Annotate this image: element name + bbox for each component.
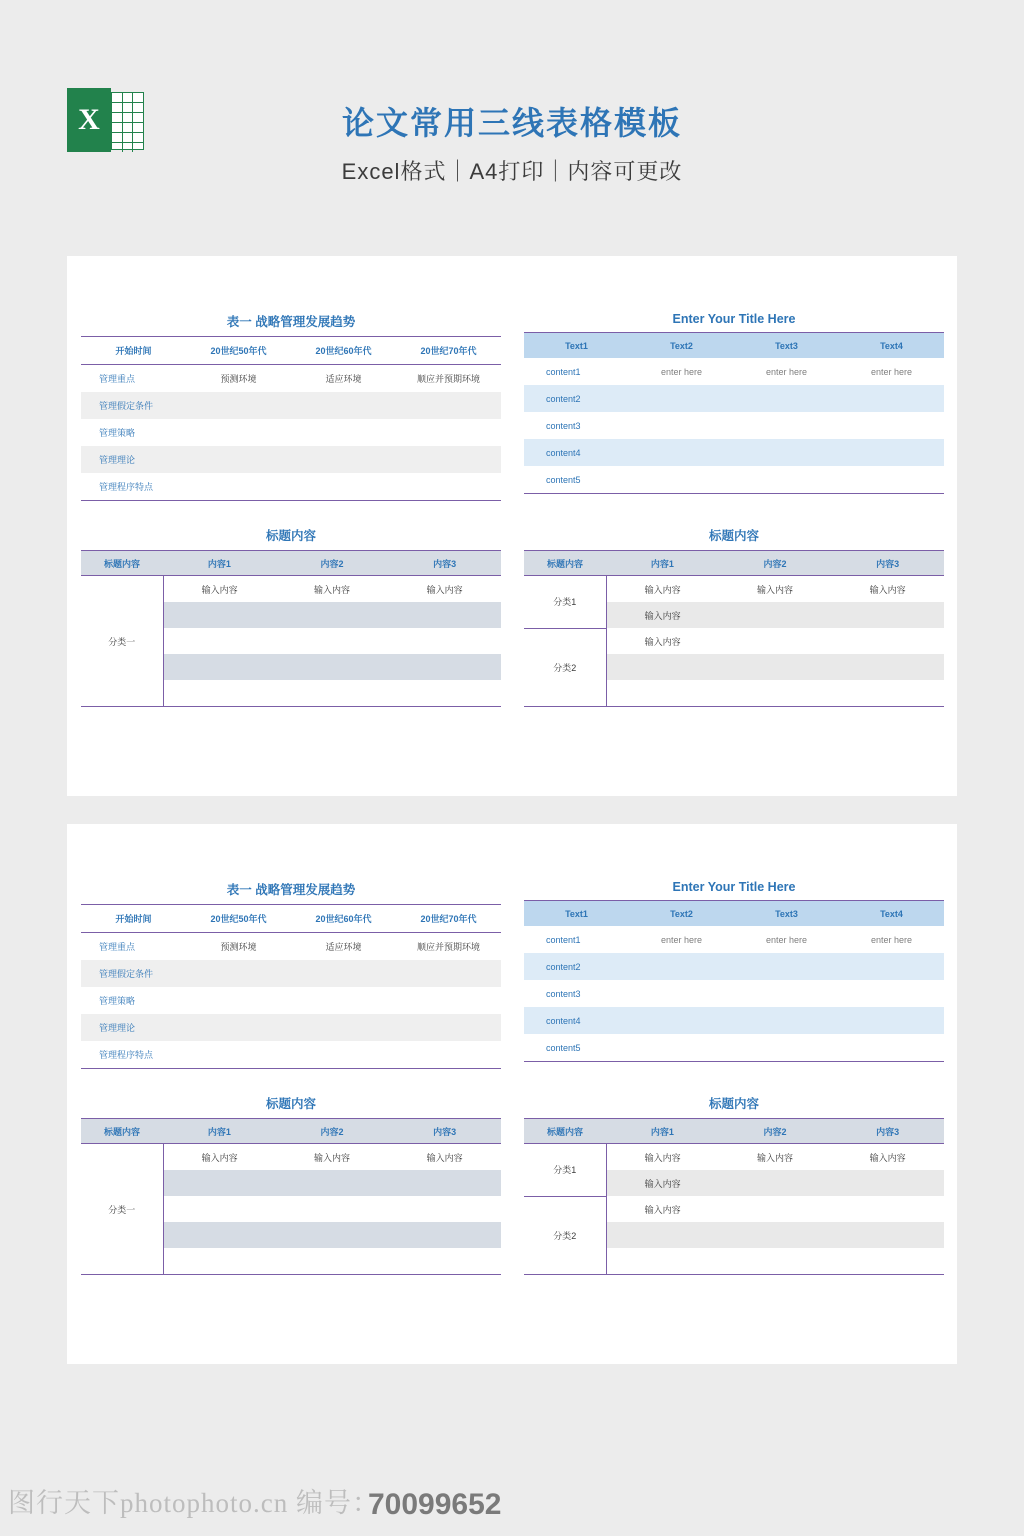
table-d-cell <box>831 680 944 707</box>
table-b-panel-2 <box>524 880 944 1062</box>
table-a-header-1: 20世纪50年代 <box>186 905 291 933</box>
table-a-cell <box>186 960 291 987</box>
table-c-panel <box>81 526 501 707</box>
table-d-cell: 输入内容 <box>644 584 681 595</box>
table-row <box>524 439 944 466</box>
table-c-header-3: 内容3 <box>388 1119 501 1144</box>
table-a-row-label: 管理假定条件 <box>81 392 186 419</box>
table-a-header-0: 开始时间 <box>81 905 186 933</box>
table-b-cell <box>734 1007 839 1034</box>
table-row <box>524 1144 944 1171</box>
table-a-cell <box>186 987 291 1014</box>
table-row <box>81 337 501 365</box>
table-row <box>81 1144 501 1171</box>
table-row <box>81 473 501 501</box>
table-c-cell <box>276 654 389 680</box>
table-a-cell <box>186 1014 291 1041</box>
table-d-cell <box>719 628 832 654</box>
table-a-title-2: 表一 战略管理发展趋势 <box>226 883 356 897</box>
table-row <box>524 358 944 385</box>
table-b-cell: content4 <box>524 439 629 466</box>
table-b-cell <box>734 385 839 412</box>
table-b-cell: content1 <box>546 934 581 945</box>
table-a-cell <box>291 987 396 1014</box>
table-a-row-label: 管理重点 <box>99 374 136 384</box>
table-a-cell <box>396 1041 501 1069</box>
table-c-cell <box>388 1196 501 1222</box>
table-c-header-0: 标题内容 <box>81 1119 163 1144</box>
table-d-cell: 输入内容 <box>869 584 906 595</box>
table-a-row-label: 管理理论 <box>81 446 186 473</box>
table-row <box>81 392 501 419</box>
table-row <box>81 446 501 473</box>
table-a-panel-2 <box>81 880 501 1069</box>
table-a-cell <box>291 392 396 419</box>
table-b-cell <box>839 385 944 412</box>
table-c <box>81 550 501 707</box>
table-a-cell <box>291 1041 396 1069</box>
table-b-cell: enter here <box>660 934 703 945</box>
table-d-cell <box>606 680 719 707</box>
table-b-cell <box>839 953 944 980</box>
table-c-header-0: 标题内容 <box>81 551 163 576</box>
table-row <box>81 365 501 393</box>
table-c-title-2: 标题内容 <box>265 1097 316 1111</box>
table-d-cell <box>831 1196 944 1222</box>
table-b-header-1: Text2 <box>629 901 734 927</box>
table-c-cell <box>388 1222 501 1248</box>
table-c-cell <box>163 654 276 680</box>
table-d-cell <box>606 1222 719 1248</box>
table-a-cell: 顺应并预期环境 <box>416 942 480 952</box>
table-c-cell <box>276 680 389 707</box>
table-b-cell: content2 <box>524 953 629 980</box>
table-a-cell <box>396 1014 501 1041</box>
table-d <box>524 550 944 707</box>
table-c-header-1: 内容1 <box>163 1119 276 1144</box>
table-d-category-2: 分类2 <box>524 628 606 707</box>
table-d-cell <box>831 1248 944 1275</box>
table-b-cell: content2 <box>524 385 629 412</box>
table-d-header-2: 内容2 <box>719 551 832 576</box>
table-row <box>81 419 501 446</box>
table-c-cell <box>163 628 276 654</box>
table-c-category: 分类一 <box>81 576 163 707</box>
table-a-cell <box>291 473 396 501</box>
table-b-title: Enter Your Title Here <box>672 312 796 326</box>
table-d-2 <box>524 1118 944 1275</box>
table-a-cell <box>186 446 291 473</box>
table-c-cell <box>388 1170 501 1196</box>
table-d-header-3: 内容3 <box>831 551 944 576</box>
table-d-category-1: 分类1 <box>524 1144 606 1197</box>
table-b <box>524 332 944 494</box>
table-a-row-label: 管理策略 <box>99 428 136 438</box>
table-d-header-2: 内容2 <box>719 1119 832 1144</box>
table-d-panel <box>524 526 944 707</box>
table-row <box>524 412 944 439</box>
table-d-cell <box>831 1222 944 1248</box>
table-a-header-0: 开始时间 <box>81 337 186 365</box>
table-a-cell <box>291 1014 396 1041</box>
table-a-cell: 预测环境 <box>220 374 257 384</box>
table-d-category-2: 分类2 <box>524 1196 606 1275</box>
table-c-header-2: 内容2 <box>276 1119 389 1144</box>
table-c-cell <box>163 1222 276 1248</box>
table-d-cell <box>606 654 719 680</box>
table-c-cell <box>388 602 501 628</box>
page-subtitle: Excel格式｜A4打印｜内容可更改 <box>341 159 683 184</box>
table-row <box>524 333 944 359</box>
footer-watermark <box>0 1482 1024 1526</box>
table-b-cell <box>629 385 734 412</box>
table-row <box>81 933 501 961</box>
table-c-header-3: 内容3 <box>388 551 501 576</box>
table-c-category: 分类一 <box>81 1144 163 1275</box>
table-d-cell <box>719 1196 832 1222</box>
table-b-cell: content3 <box>546 420 581 431</box>
table-b-cell <box>734 953 839 980</box>
table-row <box>81 987 501 1014</box>
table-b-cell: content1 <box>546 366 581 377</box>
table-d-cell <box>831 654 944 680</box>
table-row <box>524 1196 944 1222</box>
table-c-cell <box>163 680 276 707</box>
table-c-cell <box>163 1196 276 1222</box>
table-d-cell: 输入内容 <box>869 1152 906 1163</box>
watermark-text: 图行天下photophoto.cn 编号： <box>8 1488 380 1518</box>
table-d-cell: 输入内容 <box>756 584 793 595</box>
table-a-row-label: 管理重点 <box>99 942 136 952</box>
table-b-header-2: Text3 <box>734 333 839 359</box>
table-b-cell <box>629 412 734 439</box>
table-c-cell <box>163 1170 276 1196</box>
table-b-header-1: Text2 <box>629 333 734 359</box>
table-b-cell <box>734 412 839 439</box>
table-a-cell: 适应环境 <box>325 942 362 952</box>
table-d-cell: 输入内容 <box>644 636 681 647</box>
table-a-cell <box>291 960 396 987</box>
table-b-title-2: Enter Your Title Here <box>672 880 796 894</box>
table-a-header-2: 20世纪60年代 <box>291 905 396 933</box>
table-a-row-label: 管理假定条件 <box>81 960 186 987</box>
table-a-cell <box>186 419 291 446</box>
table-b-header-2: Text3 <box>734 901 839 927</box>
table-c-cell <box>276 1170 389 1196</box>
table-b-cell <box>839 980 944 1007</box>
table-d-panel-2 <box>524 1094 944 1275</box>
table-a-cell <box>396 987 501 1014</box>
table-d-cell <box>719 602 832 628</box>
table-c-panel-2 <box>81 1094 501 1275</box>
table-row <box>524 385 944 412</box>
table-d-header-1: 内容1 <box>606 1119 719 1144</box>
page-header <box>0 0 1024 240</box>
table-a <box>81 336 501 501</box>
table-a-title: 表一 战略管理发展趋势 <box>226 315 356 329</box>
table-a-cell <box>186 473 291 501</box>
table-c-2 <box>81 1118 501 1275</box>
table-row <box>524 1034 944 1062</box>
table-c-cell <box>388 680 501 707</box>
table-row <box>524 1119 944 1144</box>
table-b-header-0: Text1 <box>524 333 629 359</box>
table-d-cell <box>719 1222 832 1248</box>
table-d-header-0: 标题内容 <box>524 1119 606 1144</box>
table-b-cell: enter here <box>765 366 808 377</box>
table-c-cell <box>163 1248 276 1275</box>
table-b-cell: enter here <box>765 934 808 945</box>
table-row <box>524 901 944 927</box>
table-b-cell: enter here <box>870 934 913 945</box>
table-c-header-2: 内容2 <box>276 551 389 576</box>
table-row <box>524 576 944 603</box>
table-d-title: 标题内容 <box>708 529 759 543</box>
table-a-header-3: 20世纪70年代 <box>396 337 501 365</box>
table-c-cell <box>163 602 276 628</box>
table-c-cell <box>276 1222 389 1248</box>
table-row <box>81 1119 501 1144</box>
table-a-row-label: 管理程序特点 <box>99 1050 154 1060</box>
table-row <box>81 1041 501 1069</box>
table-a-cell: 适应环境 <box>325 374 362 384</box>
table-a-cell: 预测环境 <box>220 942 257 952</box>
table-a-cell <box>186 1041 291 1069</box>
table-b-cell <box>629 439 734 466</box>
table-d-cell: 输入内容 <box>606 1170 719 1196</box>
table-b-cell <box>629 1034 734 1062</box>
table-a-cell <box>186 392 291 419</box>
table-c-cell: 输入内容 <box>426 584 463 595</box>
table-a-header-3: 20世纪70年代 <box>396 905 501 933</box>
table-c-header-1: 内容1 <box>163 551 276 576</box>
table-row <box>81 905 501 933</box>
table-d-cell <box>831 602 944 628</box>
table-b-cell <box>629 466 734 494</box>
table-a-cell <box>291 446 396 473</box>
table-d-cell <box>831 628 944 654</box>
table-c-cell <box>276 602 389 628</box>
table-b-cell: content3 <box>546 988 581 999</box>
table-a-cell <box>396 419 501 446</box>
table-b-cell: content4 <box>524 1007 629 1034</box>
table-c-cell: 输入内容 <box>313 584 350 595</box>
table-d-cell <box>719 1170 832 1196</box>
table-d-cell <box>831 1170 944 1196</box>
table-b-cell <box>629 953 734 980</box>
table-a-cell <box>396 960 501 987</box>
table-a-cell <box>291 419 396 446</box>
table-c-cell: 输入内容 <box>201 1152 238 1163</box>
table-c-cell <box>276 1248 389 1275</box>
table-c-title: 标题内容 <box>265 529 316 543</box>
table-c-cell <box>388 628 501 654</box>
table-c-cell: 输入内容 <box>313 1152 350 1163</box>
table-b-header-3: Text4 <box>839 901 944 927</box>
preview-page-1 <box>67 256 957 796</box>
table-row <box>81 960 501 987</box>
watermark-number: 70099652 <box>368 1488 502 1521</box>
table-b-cell: content5 <box>546 474 581 485</box>
table-row <box>81 551 501 576</box>
table-c-cell <box>276 1196 389 1222</box>
table-d-cell <box>719 654 832 680</box>
table-a-panel <box>81 312 501 501</box>
table-d-cell <box>606 1248 719 1275</box>
table-b-cell <box>734 980 839 1007</box>
table-row <box>524 926 944 953</box>
table-b-cell <box>839 466 944 494</box>
table-c-cell <box>276 628 389 654</box>
table-d-cell: 输入内容 <box>644 1152 681 1163</box>
table-row <box>524 1007 944 1034</box>
table-b-cell <box>839 439 944 466</box>
table-c-cell <box>388 654 501 680</box>
table-b-cell: content5 <box>546 1042 581 1053</box>
table-b-cell <box>839 1034 944 1062</box>
table-d-category-1: 分类1 <box>524 576 606 629</box>
table-row <box>81 576 501 603</box>
table-row <box>81 1014 501 1041</box>
table-c-cell: 输入内容 <box>426 1152 463 1163</box>
table-a-row-label: 管理策略 <box>99 996 136 1006</box>
table-a-2 <box>81 904 501 1069</box>
table-d-header-0: 标题内容 <box>524 551 606 576</box>
table-b-header-3: Text4 <box>839 333 944 359</box>
table-a-row-label: 管理理论 <box>81 1014 186 1041</box>
table-d-title-2: 标题内容 <box>708 1097 759 1111</box>
table-b-cell <box>839 1007 944 1034</box>
table-row <box>524 953 944 980</box>
table-b-cell: enter here <box>660 366 703 377</box>
table-b-panel <box>524 312 944 494</box>
table-b-cell <box>629 1007 734 1034</box>
table-d-cell: 输入内容 <box>644 1204 681 1215</box>
table-a-cell <box>396 446 501 473</box>
table-a-cell: 顺应并预期环境 <box>416 374 480 384</box>
table-row <box>524 980 944 1007</box>
table-row <box>524 628 944 654</box>
preview-page-2 <box>67 824 957 1364</box>
table-b-cell <box>734 466 839 494</box>
table-a-row-label: 管理程序特点 <box>99 482 154 492</box>
table-b-2 <box>524 900 944 1062</box>
table-a-cell <box>396 473 501 501</box>
table-d-cell <box>719 1248 832 1275</box>
table-d-cell: 输入内容 <box>606 602 719 628</box>
table-b-cell <box>629 980 734 1007</box>
table-a-cell <box>396 392 501 419</box>
table-d-header-3: 内容3 <box>831 1119 944 1144</box>
table-d-cell: 输入内容 <box>756 1152 793 1163</box>
table-a-header-2: 20世纪60年代 <box>291 337 396 365</box>
table-b-cell: enter here <box>870 366 913 377</box>
table-b-cell <box>734 439 839 466</box>
table-c-cell: 输入内容 <box>201 584 238 595</box>
table-a-header-1: 20世纪50年代 <box>186 337 291 365</box>
page-title: 论文常用三线表格模板 <box>341 105 682 141</box>
excel-logo-letter: X <box>67 88 111 152</box>
table-b-cell <box>839 412 944 439</box>
table-b-header-0: Text1 <box>524 901 629 927</box>
table-row <box>524 551 944 576</box>
table-c-cell <box>388 1248 501 1275</box>
table-d-cell <box>719 680 832 707</box>
table-d-header-1: 内容1 <box>606 551 719 576</box>
table-b-cell <box>734 1034 839 1062</box>
table-row <box>524 466 944 494</box>
